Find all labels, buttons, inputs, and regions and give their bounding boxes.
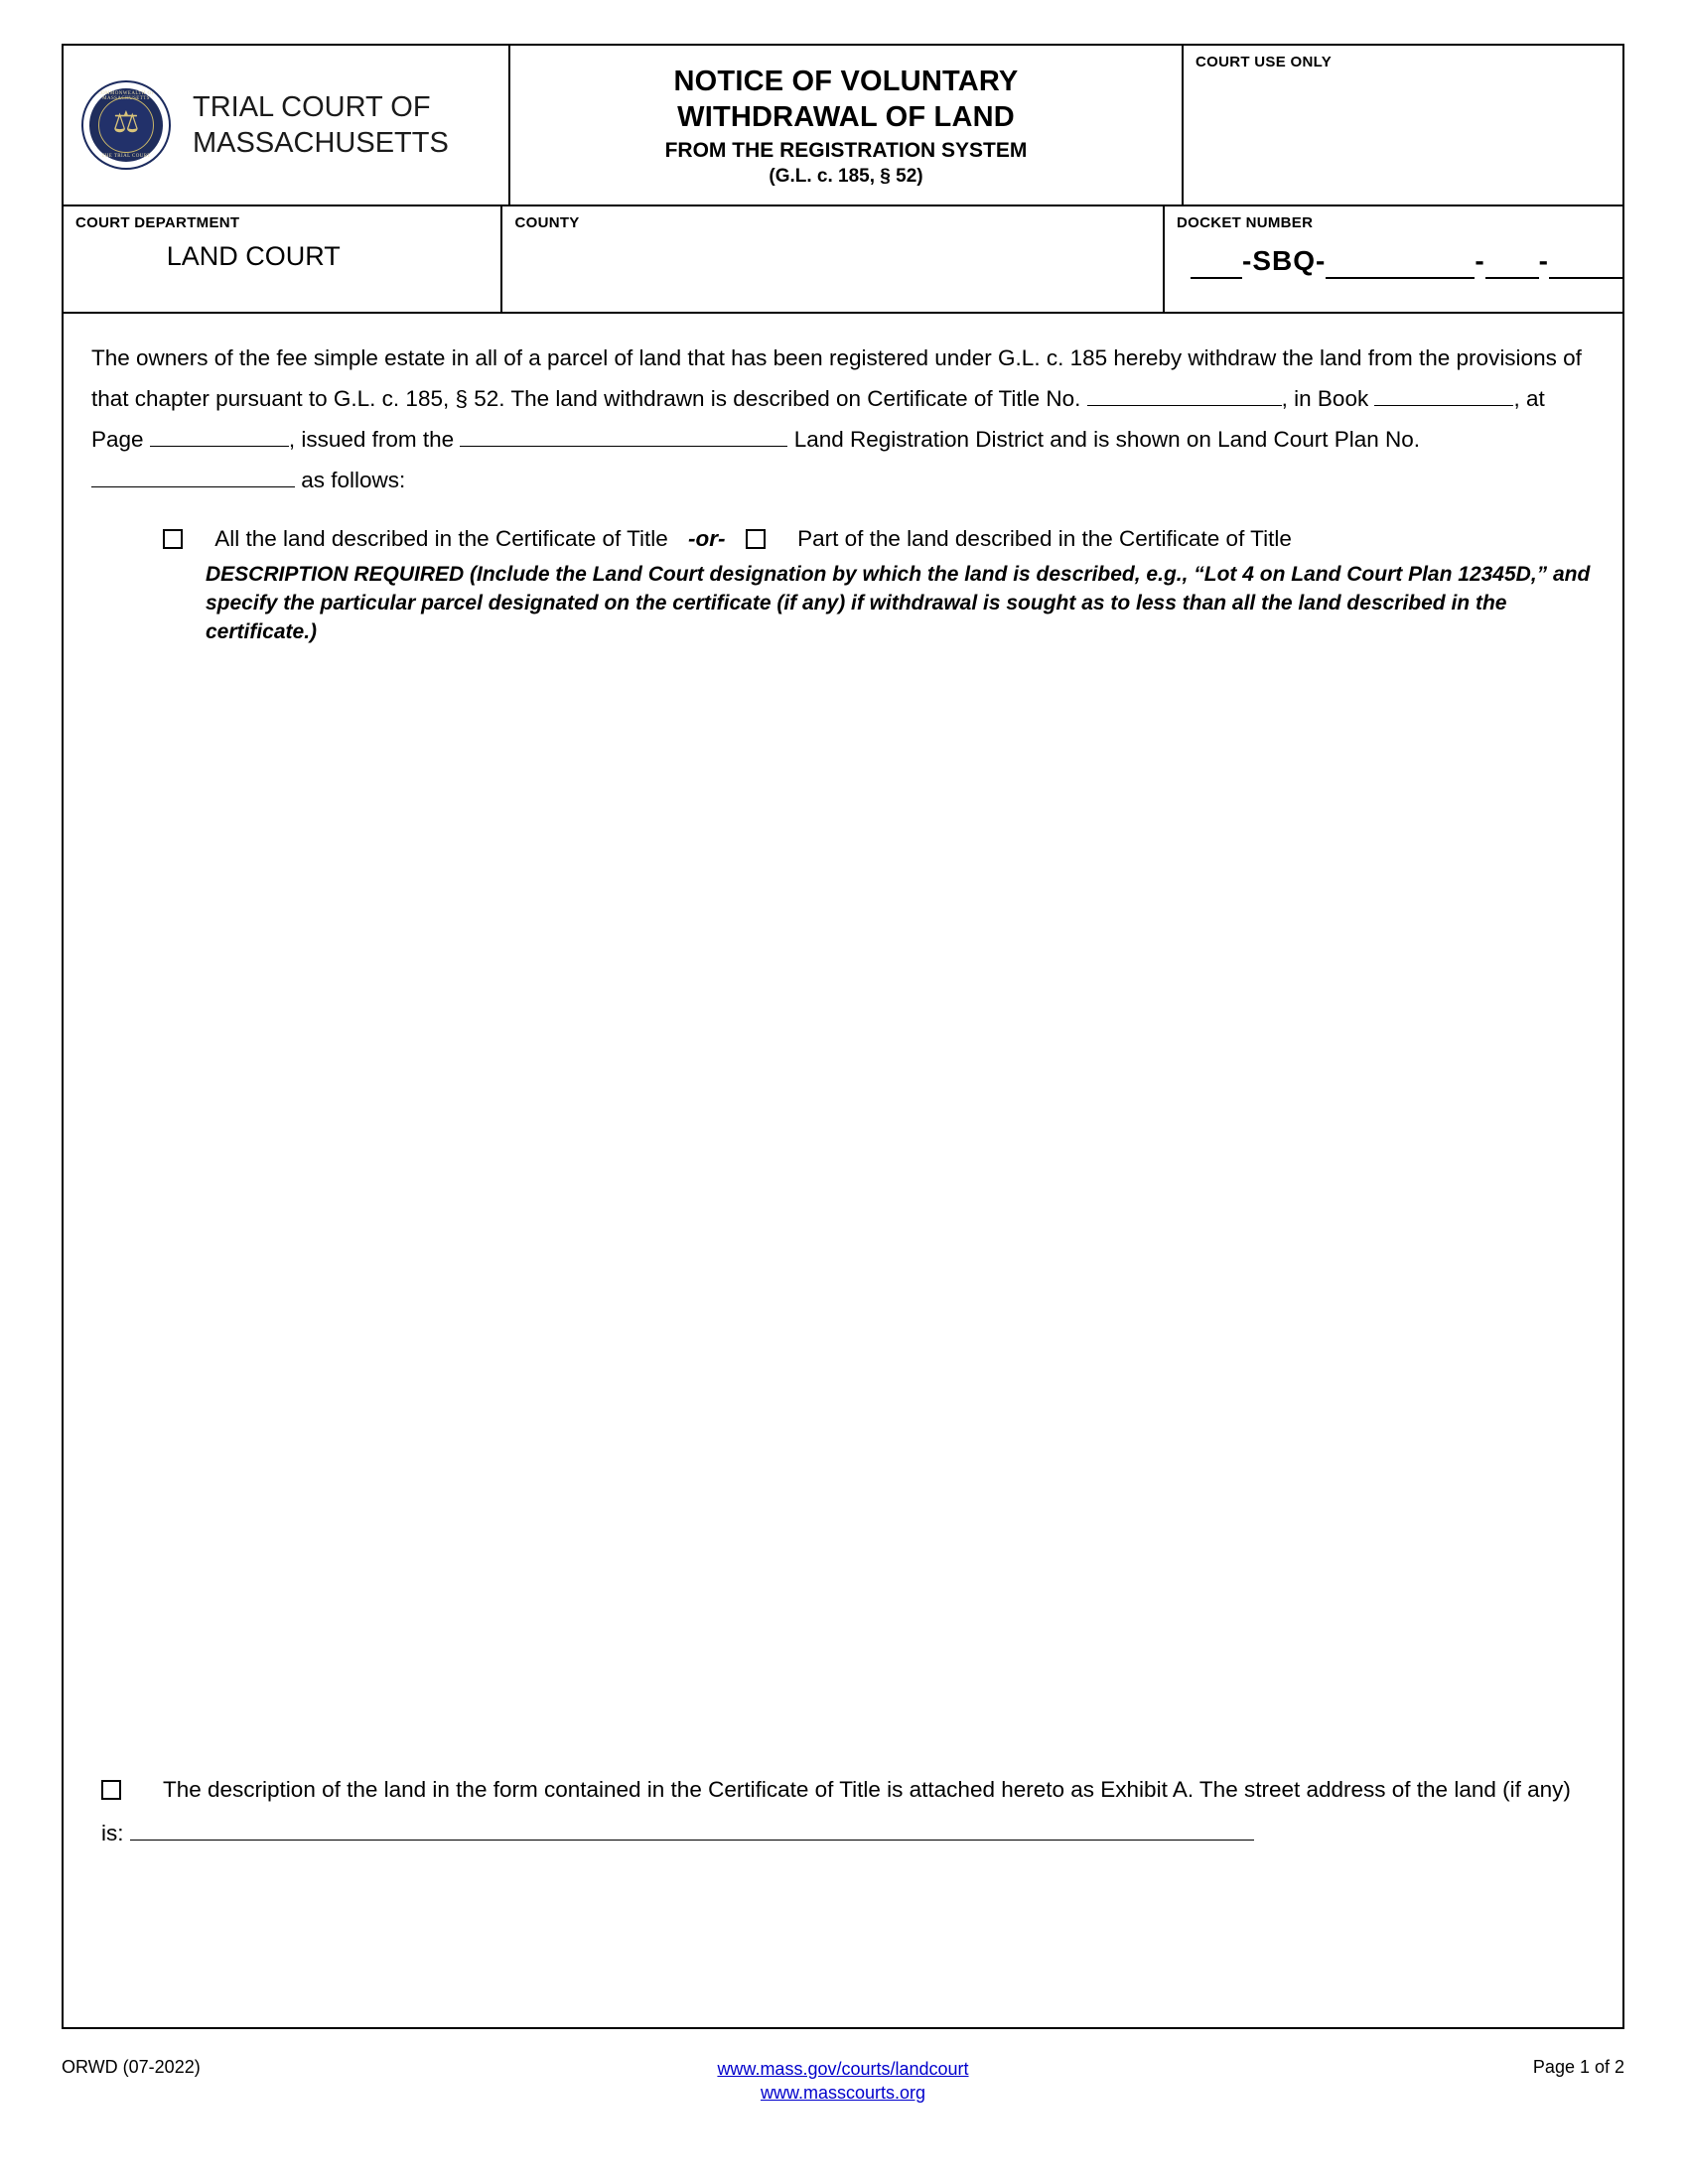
form-outer-box bbox=[62, 44, 1624, 2029]
seal-bottom-text: THE TRIAL COURT bbox=[101, 154, 151, 159]
intro-paragraph-part2: , in Book bbox=[1281, 386, 1369, 411]
docket-number-cell[interactable] bbox=[1165, 206, 1622, 312]
intro-paragraph bbox=[91, 338, 1595, 500]
court-name-line1: TRIAL COURT OF bbox=[193, 91, 431, 123]
form-title-line1: NOTICE OF VOLUNTARY bbox=[673, 66, 1019, 97]
court-name bbox=[193, 89, 449, 161]
intro-paragraph-part5: Land Registration District and is shown on Land Court Plan No. bbox=[793, 427, 1421, 452]
form-title-citation: (G.L. c. 185, § 52) bbox=[769, 166, 923, 187]
description-write-in-area[interactable] bbox=[91, 646, 1595, 1768]
court-use-only-label: COURT USE ONLY bbox=[1196, 54, 1332, 70]
checkbox-exhibit-a[interactable] bbox=[101, 1780, 121, 1800]
land-scope-options bbox=[91, 524, 1595, 554]
option-or-separator: -or- bbox=[688, 526, 726, 551]
docket-number-label: DOCKET NUMBER bbox=[1177, 214, 1314, 231]
certificate-of-title-field[interactable] bbox=[1087, 383, 1282, 406]
form-title-line2: WITHDRAWAL OF LAND bbox=[677, 101, 1015, 133]
header-row-bottom bbox=[64, 206, 1622, 314]
court-name-line2: MASSACHUSETTS bbox=[193, 127, 449, 159]
court-use-only-cell bbox=[1184, 46, 1622, 205]
docket-number-value[interactable]: -SBQ- - - bbox=[1177, 245, 1622, 279]
option-part-label: Part of the land described in the Certificate of Title bbox=[797, 526, 1292, 551]
exhibit-a-row bbox=[91, 1768, 1595, 1855]
form-title-cell bbox=[510, 46, 1184, 205]
masscourts-link[interactable]: www.masscourts.org bbox=[760, 2083, 926, 2103]
form-id: ORWD (07-2022) bbox=[62, 2057, 201, 2077]
intro-paragraph-part4: , issued from the bbox=[288, 427, 455, 452]
form-title-line3: FROM THE REGISTRATION SYSTEM bbox=[664, 139, 1028, 162]
intro-paragraph-part3: , at Page bbox=[91, 386, 1545, 452]
seal-top-text: COMMONWEALTH OF MASSACHUSETTS bbox=[97, 91, 155, 101]
checkbox-all-land[interactable] bbox=[163, 529, 183, 549]
landcourt-link[interactable]: www.mass.gov/courts/landcourt bbox=[717, 2059, 969, 2079]
page-indicator: Page 1 of 2 bbox=[1532, 2057, 1624, 2077]
massachusetts-seal-icon bbox=[81, 80, 171, 170]
street-address-field[interactable] bbox=[130, 1818, 1254, 1841]
option-all-label: All the land described in the Certificate of Title bbox=[214, 526, 668, 551]
intro-paragraph-part1: The owners of the fee simple estate in all of a parcel of land that has been registered under G.L. c. 185 hereby withdraw the land from the provisions of that chapter pursuant to G.L. c. 185, § 52. The land withdrawn is described on Certificate of Title No. bbox=[91, 345, 1582, 411]
court-identity-cell bbox=[64, 46, 510, 205]
county-cell[interactable] bbox=[502, 206, 1165, 312]
exhibit-a-text: The description of the land in the form contained in the Certificate of Title is attached hereto as Exhibit A. The street address of the land (if any) is: bbox=[101, 1777, 1571, 1845]
county-label: COUNTY bbox=[514, 214, 580, 231]
intro-paragraph-part6: as follows: bbox=[301, 468, 406, 492]
page-field[interactable] bbox=[150, 424, 289, 447]
court-department-label: COURT DEPARTMENT bbox=[75, 214, 240, 231]
scales-of-justice-icon: ⚖ bbox=[112, 106, 140, 139]
footer-links bbox=[62, 2057, 1624, 2105]
header-row-top bbox=[64, 46, 1622, 206]
docket-number-prefix: -SBQ- bbox=[1242, 245, 1327, 276]
checkbox-part-land[interactable] bbox=[746, 529, 766, 549]
description-required-note: DESCRIPTION REQUIRED (Include the Land Court designation by which the land is described, e.g., “Lot 4 on Land Court Plan 12345D,” and specify the particular parcel designated on the certificate (if any) if withdrawal is sought as to less than all the land described in the certificate.) bbox=[206, 563, 1591, 643]
court-department-value: LAND COURT bbox=[166, 241, 341, 271]
land-court-plan-field[interactable] bbox=[91, 465, 295, 487]
registration-district-field[interactable] bbox=[460, 424, 787, 447]
form-body bbox=[64, 314, 1622, 1855]
court-department-cell bbox=[64, 206, 502, 312]
book-field[interactable] bbox=[1374, 383, 1513, 406]
